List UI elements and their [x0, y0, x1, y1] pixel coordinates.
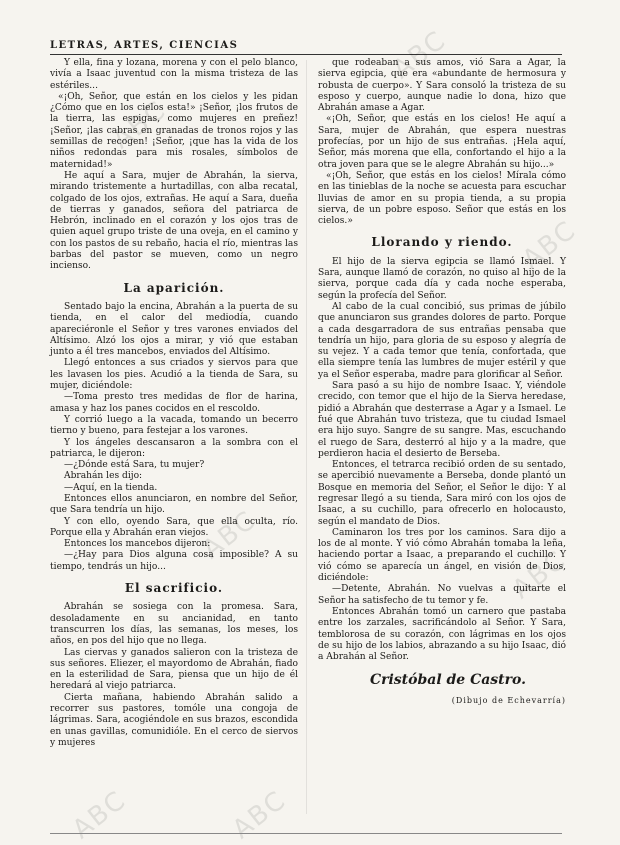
paragraph: Abrahán les dijo:: [64, 471, 143, 482]
author-signature: Cristóbal de Castro.: [369, 672, 526, 689]
paragraph: He aquí a Sara, mujer de Abrahán, la sierva, mirando tristemente a hurtadillas, con alba recatal, colgado de los ojos, extrañas. He aquí a Sara, dueña de tierras y ganados, señora del patriarca de Hebrón, inclinado en el corazón y los ojos tras de quien aquel grupo triste de una oveja, en el camino y con los pastos de su rebaño, hacia el río, mientras las barbas del pastor se mueven, como un negro incienso.: [50, 170, 298, 272]
section-title-sacrificio: El sacrificio.: [124, 581, 224, 596]
header-rule: [50, 54, 562, 55]
watermark-logo: ABC: [517, 214, 583, 276]
paragraph: que rodeaban a sus amos, vió Sara a Agar, la sierva egipcia, que era «abundante de hermosura y robusta de cuerpo». Y Sara consoló la tristeza de su esposo y cuerpo, aunque nadie lo dona, hizo que Abrahán amase a Agar.: [318, 58, 566, 114]
section-title-aparicion: La aparición.: [123, 280, 225, 295]
paragraph: —¿Dónde está Sara, tu mujer?: [64, 460, 205, 471]
footer-rule: [50, 833, 562, 834]
paragraph: Entonces ellos anunciaron, en nombre del Señor, que Sara tendría un hijo.: [50, 493, 298, 516]
paragraph: Y ella, fina y lozana, morena y con el pelo blanco, vivía a Isaac juventud con la misma tristeza de las estériles...: [50, 58, 298, 91]
column-divider: [306, 60, 307, 814]
watermark-logo: ABC: [67, 784, 133, 845]
paragraph: —¿Hay para Dios alguna cosa imposible? A su tiempo, tendrás un hijo...: [50, 550, 298, 572]
paragraph: Entonces los mancebos dijeron:: [64, 539, 211, 550]
paragraph: —Toma presto tres medidas de flor de harina, amasa y haz los panes cocidos en el rescoldo.: [50, 392, 298, 414]
paragraph: «¡Oh, Señor, que estás en los cielos! Mírala cómo en las tinieblas de la noche se acuesta para escuchar lluvias de amor en su propia tienda, a su propia sierva, de un pobre esposo. Señor que estás en los cielos.»: [318, 170, 566, 227]
paragraph: —Aquí, en la tienda.: [64, 482, 158, 493]
section-title-llorando: Llorando y riendo.: [371, 235, 513, 250]
section-header: LETRAS, ARTES, CIENCIAS: [50, 40, 239, 51]
illustration-credit: (Dibujo de Echevarría): [451, 695, 566, 705]
paragraph: Y los ángeles descansaron a la sombra con el patriarca, le dijeron:: [50, 437, 298, 459]
paragraph: Caminaron los tres por los caminos. Sara dijo a los de al monte. Y vió cómo Abrahán tomaba la leña, haciendo portar a Isaac, a preparando el cuchillo. Y vió cómo se aparecía un ángel, en visión de Dios, diciéndole:: [318, 527, 566, 584]
paragraph: Entonces, el tetrarca recibió orden de su sentado, se apercibió nuevamente a Berseba, donde plantó un Bosque en memoria del Señor, el Señor le dijo: Y al regresar llegó a su tienda, Sara miró con los ojos de Isaac, a su cuchillo, para ofrecerlo en holocausto, según el mandato de Dios.: [318, 460, 566, 527]
watermark-logo: ABC: [227, 784, 293, 845]
watermark-logo: ABC: [107, 94, 173, 156]
right-column: [318, 58, 566, 706]
paragraph: Sara pasó a su hijo de nombre Isaac. Y, viéndole crecido, con temor que el hijo de la Sierva heredase, pidió a Abrahán que desterrase a Agar y a Ismael. Le fué que Abrahán tuvo tristeza, que tu ciudad Ismael era hijo suyo. Sangre de su sangre. Mas, escuchando el ruego de Sara, desterró al hijo y a la madre, que perdieron hacia el desierto de Berseba.: [318, 381, 566, 459]
paragraph: Las ciervas y ganados salieron con la tristeza de sus señores. Eliezer, el mayordomo de Abrahán, fiado en la esterilidad de Sara, piensa que un hijo de él heredará al viejo patriarca.: [50, 647, 298, 692]
paragraph: Al cabo de la cual concibió, sus primas de júbilo que anunciaron sus grandes dolores de parto. Porque a cada desgarradora de sus entrañas pensaba que tendría un hijo, para gloria de su esposo y alegría de su vejez. Y a cada temor que tenía, confortada, que ella siempre tenía las lumbres de mujer estéril y que ya el Señor esperaba, madre para glorificar al Señor.: [318, 301, 566, 380]
paragraph: —Detente, Abrahán. No vuelvas a quitarte el Señor ha satisfecho de tu temor y fe.: [318, 584, 566, 606]
paragraph: Llegó entonces a sus criados y siervos para que les lavasen los pies. Acudió a la tienda de Sara, su mujer, diciéndole:: [50, 358, 298, 392]
paragraph: Cierta mañana, habiendo Abrahán salido a recorrer sus pastores, tomóle una congoja de lágrimas. Sara, acogiéndole en sus brazos, escondida en unas gavillas, comunidióle. En el cerco de siervos y mujeres: [50, 692, 298, 748]
paragraph: Y con ello, oyendo Sara, que ella oculta, río. Porque ella y Abrahán eran viejos.: [50, 516, 298, 538]
paragraph: Sentado bajo la encina, Abrahán a la puerta de su tienda, en el calor del mediodía, cuando apareciéronle el Señor y tres varones enviados del Altísimo. Alzó los ojos a mirar, y vió que estaban junto a él tres mancebos, enviados del Altísimo.: [50, 301, 298, 358]
paragraph: El hijo de la sierva egipcia se llamó Ismael. Y Sara, aunque llamó de corazón, no quiso al hijo de la sierva, porque cada día y cada noche esperaba, según la profecía del Señor.: [318, 256, 566, 301]
watermark-logo: ABC: [387, 24, 453, 86]
left-column: [50, 58, 298, 749]
watermark-logo: ABC: [507, 544, 573, 606]
watermark-logo: ABC: [197, 504, 263, 566]
paragraph: Abrahán se sosiega con la promesa. Sara, desoladamente en su ancianidad, en tanto transcurren los días, las semanas, los meses, los años, en pos del hijo que no llega.: [50, 602, 298, 647]
paragraph: Y corrió luego a la vacada, tomando un becerro tierno y bueno, para festejar a los varones.: [50, 414, 298, 437]
paragraph: «¡Oh, Señor, que estás en los cielos! He aquí a Sara, mujer de Abrahán, que espera nuestras profecías, por un hijo de sus entrañas. ¡Hela aquí, Señor, más morena que ella, confortando el hijo a la otra joven para que se le alegre Abrahán su hijo...»: [318, 114, 566, 170]
paragraph: «¡Oh, Señor, que están en los cielos y les pidan ¿Cómo que en los cielos esta!» ¡Señor, ¡los frutos de la tierra, las espigas, como mujeres en preñez! ¡Señor, ¡las cabras en granadas de tronos rojos y las semillas de recogen! ¡Señor, ¡que has la vida de los niños redondas para mis rosales, símbolos de maternidad!»: [50, 91, 298, 170]
paragraph: Entonces Abrahán tomó un carnero que pastaba entre los zarzales, sacrificándolo al Señor. Y Sara, temblorosa de su corazón, con lágrimas en los ojos de su hijo de los labios, abrazando a su hijo Isaac, dió a Abrahán al Señor.: [318, 606, 566, 663]
